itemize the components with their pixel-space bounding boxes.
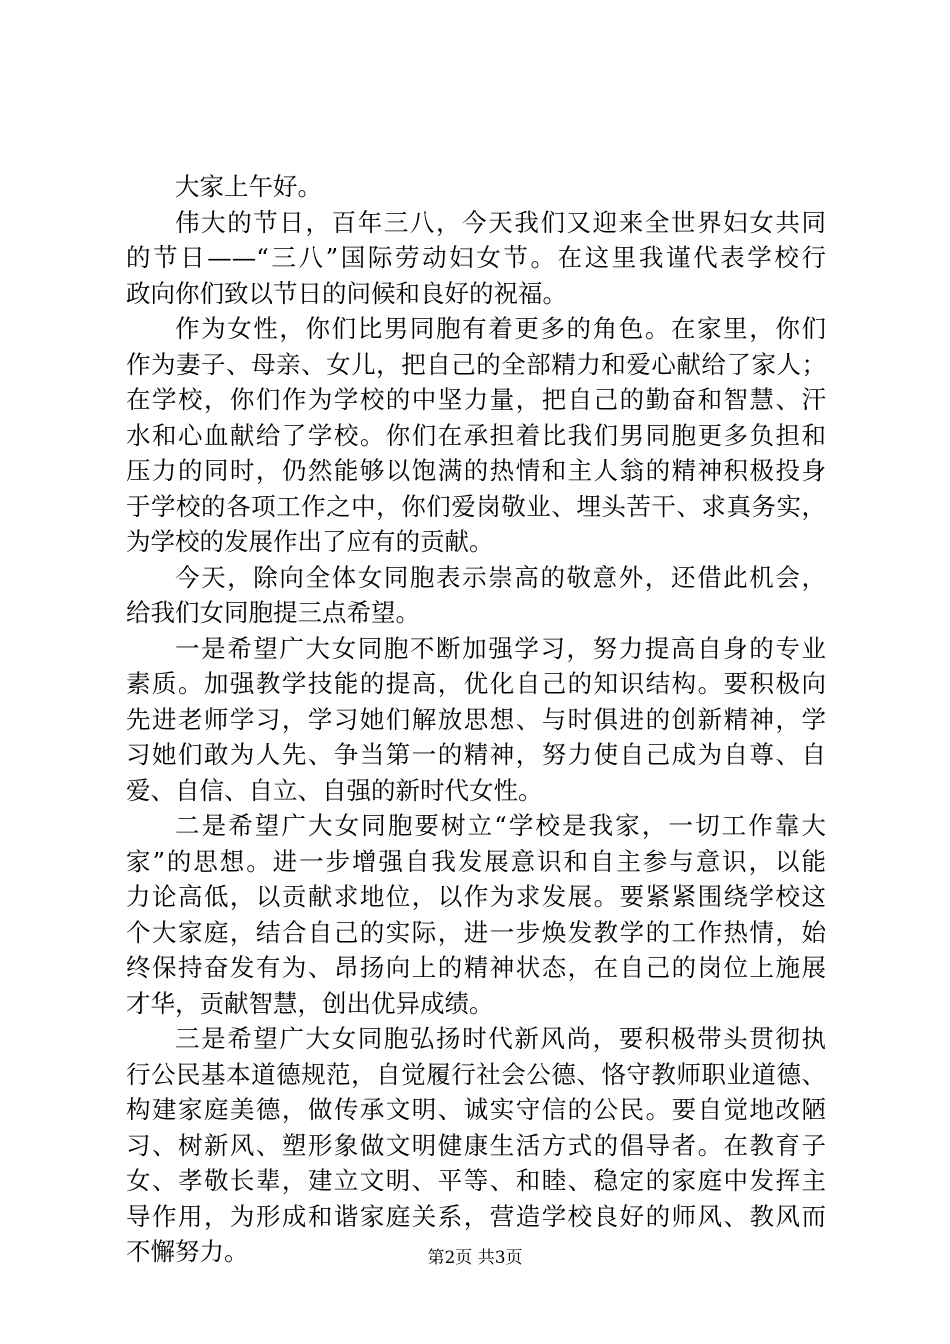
text-line: 行公民基本道德规范，自觉履行社会公德、恪守教师职业道德、 bbox=[126, 1059, 826, 1089]
text-line: 习她们敢为人先、争当第一的精神，努力使自己成为自尊、自 bbox=[126, 740, 826, 769]
text-line: 才华，贡献智慧，创出优异成绩。 bbox=[126, 988, 494, 1018]
text-line: 给我们女同胞提三点希望。 bbox=[126, 598, 420, 627]
text-line: 压力的同时，仍然能够以饱满的热情和主人翁的精神积极投身 bbox=[126, 456, 826, 485]
text-line: 水和心血献给了学校。你们在承担着比我们男同胞更多负担和 bbox=[126, 420, 826, 450]
text-line: 先进老师学习，学习她们解放思想、与时俱进的创新精神，学 bbox=[126, 704, 826, 734]
text-line: 女、孝敬长辈，建立文明、平等、和睦、稳定的家庭中发挥主 bbox=[126, 1166, 826, 1195]
text-line: 三是希望广大女同胞弘扬时代新风尚，要积极带头贯彻执 bbox=[175, 1024, 826, 1053]
text-line: 作为妻子、母亲、女儿，把自己的全部精力和爱心献给了家人； bbox=[126, 349, 826, 379]
text-line: 政向你们致以节日的问候和良好的祝福。 bbox=[126, 278, 567, 308]
text-line: 家”的思想。进一步增强自我发展意识和自主参与意识，以能 bbox=[126, 846, 826, 876]
text-line: 素质。加强教学技能的提高，优化自己的知识结构。要积极向 bbox=[126, 669, 826, 698]
text-line: 二是希望广大女同胞要树立“学校是我家，一切工作靠大 bbox=[175, 811, 826, 840]
text-line: 导作用，为形成和谐家庭关系，营造学校良好的师风、教风而 bbox=[126, 1201, 826, 1231]
text-line: 作为女性，你们比男同胞有着更多的角色。在家里，你们 bbox=[175, 314, 826, 343]
text-line: 大家上午好。 bbox=[175, 172, 322, 201]
document-body bbox=[126, 169, 826, 1270]
text-line: 构建家庭美德，做传承文明、诚实守信的公民。要自觉地改陋 bbox=[126, 1095, 826, 1124]
text-line: 爱、自信、自立、自强的新时代女性。 bbox=[126, 775, 543, 805]
text-line: 个大家庭，结合自己的实际，进一步焕发教学的工作热情，始 bbox=[126, 917, 826, 947]
text-line: 习、树新风、塑形象做文明健康生活方式的倡导者。在教育子 bbox=[126, 1130, 826, 1160]
text-line: 今天，除向全体女同胞表示崇高的敬意外，还借此机会， bbox=[175, 562, 826, 592]
text-line: 在学校，你们作为学校的中坚力量，把自己的勤奋和智慧、汗 bbox=[126, 385, 826, 414]
text-line: 的节日——“三八”国际劳动妇女节。在这里我谨代表学校行 bbox=[126, 243, 826, 272]
text-line: 一是希望广大女同胞不断加强学习，努力提高自身的专业 bbox=[175, 633, 826, 663]
text-line: 于学校的各项工作之中，你们爱岗敬业、埋头苦干、求真务实， bbox=[126, 491, 826, 521]
text-line: 为学校的发展作出了应有的贡献。 bbox=[126, 527, 494, 556]
text-line: 伟大的节日，百年三八，今天我们又迎来全世界妇女共同 bbox=[175, 207, 826, 237]
text-line: 终保持奋发有为、昂扬向上的精神状态，在自己的岗位上施展 bbox=[126, 953, 826, 982]
text-line: 不懈努力。 bbox=[126, 1237, 249, 1266]
text-line: 力论高低，以贡献求地位，以作为求发展。要紧紧围绕学校这 bbox=[126, 882, 826, 911]
page-number-footer: 第2页 共3页 bbox=[427, 1248, 523, 1268]
